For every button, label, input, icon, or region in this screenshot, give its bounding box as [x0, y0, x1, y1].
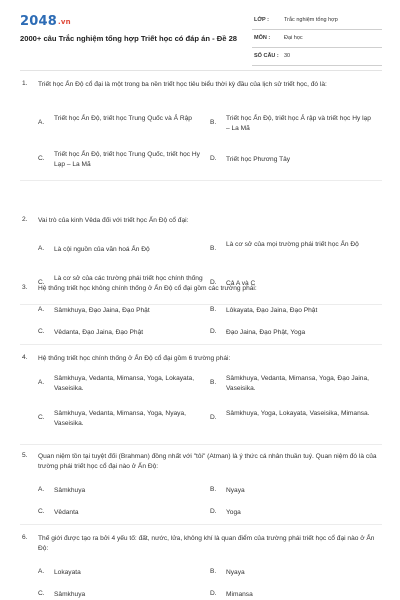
- option-text: Sâmkhuya, Vedanta, Mimansa, Yoga, Đạo Jaina, Vaseisika.: [226, 375, 369, 392]
- option-text: Sâmkhuya, Đạo Jaina, Đạo Phật: [54, 307, 150, 314]
- option-letter: B.: [210, 379, 217, 386]
- option-text: Triết học Ấn Độ, triết học Ả rập và triết học Hy lạp – La Mã: [226, 115, 371, 132]
- question-divider: [20, 524, 382, 525]
- meta-label: LỚP :: [254, 17, 269, 23]
- question-divider: [20, 180, 382, 181]
- option-letter: C.: [38, 155, 45, 162]
- meta-row-class: [252, 14, 382, 30]
- option-text: Triết học Ấn Độ, triết học Trung Quốc, triết học Hy Lạp – La Mã: [54, 151, 200, 168]
- option-text: Vêdanta: [54, 509, 79, 516]
- question-number: 5.: [22, 452, 28, 459]
- site-logo[interactable]: [20, 14, 71, 29]
- meta-value: Trắc nghiệm tổng hợp: [284, 17, 338, 23]
- question-number: 2.: [22, 216, 28, 223]
- question-text: Vai trò của kinh Vêda đối với triết học Ấn Độ cổ đại:: [38, 217, 189, 224]
- option-text: Sâmkhuya, Vedanta, Mimansa, Yoga, Nyaya, Vaseisika.: [54, 410, 186, 427]
- question-number: 3.: [22, 284, 28, 291]
- question-divider: [20, 444, 382, 445]
- page-header: [0, 0, 400, 76]
- question-text: Quan niệm tồn tại tuyệt đối (Brahman) đồng nhất với "tôi" (Atman) là ý thức cá nhân thuần tuý. Quan niệm đó là của trường phái triết học cổ đại nào ở Ấn Độ:: [38, 453, 377, 470]
- question-number: 4.: [22, 354, 28, 361]
- option-letter: C.: [38, 328, 45, 335]
- question-number: 6.: [22, 534, 28, 541]
- option-letter: D.: [210, 328, 217, 335]
- meta-row-subject: [252, 32, 382, 48]
- option-letter: A.: [38, 568, 45, 575]
- option-text: Nyaya: [226, 487, 245, 494]
- option-letter: C.: [38, 508, 45, 515]
- option-text: Là cơ sở của mọi trường phái triết học Ấn Độ: [226, 241, 359, 248]
- option-text: Yoga: [226, 509, 241, 516]
- option-text: Sâmkhuya, Vedanta, Mimansa, Yoga, Lokayata, Vaseisika.: [54, 375, 195, 392]
- meta-value: Đại học: [284, 35, 303, 41]
- option-letter: A.: [38, 379, 45, 386]
- option-text: Vêdanta, Đạo Jaina, Đạo Phật: [54, 329, 144, 336]
- option-letter: D.: [210, 414, 217, 421]
- option-letter: D.: [210, 590, 217, 597]
- option-text: Đạo Jaina, Đạo Phật, Yoga: [226, 329, 306, 336]
- page-title: 2000+ câu Trắc nghiệm tổng hợp Triết học có đáp án - Đề 28: [20, 34, 238, 43]
- option-text: Sâmkhuya: [54, 591, 86, 598]
- option-text: Nyaya: [226, 569, 245, 576]
- option-text: Lôkayata, Đạo Jaina, Đạo Phật: [226, 307, 318, 314]
- option-letter: C.: [38, 279, 45, 286]
- question-number: 1.: [22, 80, 28, 87]
- option-text: Mimansa: [226, 591, 253, 598]
- option-text: Sâmkhuya: [54, 487, 86, 494]
- option-text: Là cơ sở của các trường phái triết học chính thống: [54, 275, 203, 282]
- option-text: Cả A và C: [226, 280, 256, 287]
- option-letter: D.: [210, 155, 217, 162]
- question-text: Hệ thống triết học chính thống ở Ấn Độ cổ đại gồm 6 trường phái:: [38, 355, 231, 362]
- option-letter: C.: [38, 590, 45, 597]
- option-letter: A.: [38, 486, 45, 493]
- option-letter: A.: [38, 119, 45, 126]
- option-letter: A.: [38, 245, 45, 252]
- option-letter: B.: [210, 245, 217, 252]
- meta-label: MÔN :: [254, 35, 271, 41]
- question-text: Thế giới được tạo ra bởi 4 yếu tố: đất, nước, lửa, không khí là quan điểm của trường phái triết học cổ đại nào ở Ấn Độ:: [38, 535, 375, 552]
- logo-text: 2048: [20, 14, 57, 29]
- option-text: Là cội nguồn của văn hoá Ấn Độ: [54, 246, 150, 253]
- option-letter: B.: [210, 486, 217, 493]
- logo-suffix: .vn: [57, 17, 71, 26]
- option-letter: B.: [210, 306, 217, 313]
- option-text: Triết học Ấn Độ, triết học Trung Quốc và Ả Rập: [54, 115, 192, 122]
- question-text: Triết học Ấn Độ cổ đại là một trong ba nền triết học tiêu biểu thời kỳ đầu của lịch sử triết học, đó là:: [38, 81, 327, 88]
- meta-panel: [252, 14, 382, 66]
- option-letter: C.: [38, 414, 45, 421]
- question-text: Hệ thống triết học không chính thống ở Ấn Độ cổ đại gồm các trường phái:: [38, 285, 257, 292]
- option-letter: D.: [210, 279, 217, 286]
- meta-value: 30: [284, 53, 291, 59]
- option-letter: A.: [38, 306, 45, 313]
- option-letter: B.: [210, 568, 217, 575]
- meta-row-count: [252, 50, 382, 66]
- header-divider: [20, 70, 382, 71]
- option-text: Triết học Phương Tây: [226, 156, 291, 163]
- question-divider: [20, 304, 382, 305]
- option-letter: D.: [210, 508, 217, 515]
- option-text: Lokayata: [54, 569, 81, 576]
- option-letter: B.: [210, 119, 217, 126]
- meta-label: SỐ CÂU :: [254, 53, 279, 59]
- option-text: Sâmkhuya, Yoga, Lokayata, Vaseisika, Mimansa.: [226, 410, 370, 417]
- question-divider: [20, 344, 382, 345]
